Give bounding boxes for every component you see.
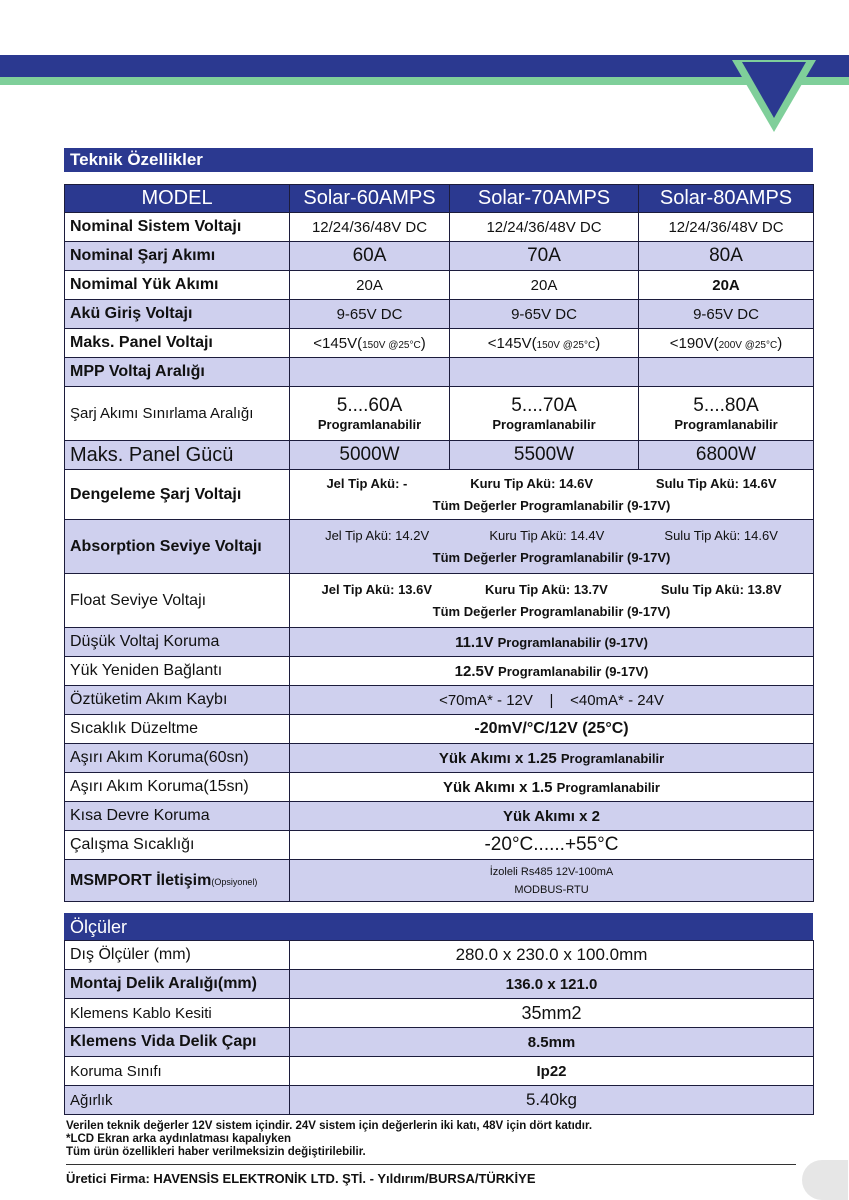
cell-value: 20A — [290, 271, 450, 300]
footnote-line: *LCD Ekran arka aydınlatması kapalıyken — [66, 1133, 291, 1145]
row-label: Montaj Delik Aralığı(mm) — [65, 970, 290, 999]
table-row — [65, 970, 814, 999]
cell-value: 35mm2 — [290, 999, 814, 1028]
table-row — [65, 271, 814, 300]
cell-value: Yük Akımı x 1.5 Programlanabilir — [290, 773, 814, 802]
cell-value: 6800W — [639, 441, 814, 470]
table-row — [65, 999, 814, 1028]
model-header: MODEL — [65, 185, 290, 213]
cell-value: 9-65V DC — [450, 300, 639, 329]
row-label: Dış Ölçüler (mm) — [65, 941, 290, 970]
row-label: Sıcaklık Düzeltme — [65, 715, 290, 744]
row-label: Öztüketim Akım Kaybı — [65, 686, 290, 715]
cell-value: -20°C......+55°C — [290, 831, 814, 860]
chevron-inner-decoration — [742, 62, 806, 118]
specs-table — [64, 184, 814, 902]
row-label: Nominal Sistem Voltajı — [65, 213, 290, 242]
table-row — [65, 773, 814, 802]
row-label: Nomimal Yük Akımı — [65, 271, 290, 300]
cell-value: 136.0 x 121.0 — [290, 970, 814, 999]
cell-empty — [290, 358, 450, 387]
cell-value: 9-65V DC — [290, 300, 450, 329]
cell-value: 9-65V DC — [639, 300, 814, 329]
footnote-line: Verilen teknik değerler 12V sistem içindir. 24V sistem için değerlerin iki katı, 48V için dört katıdır. — [66, 1120, 593, 1132]
cell-value: 5500W — [450, 441, 639, 470]
table-row — [65, 744, 814, 773]
row-label: Koruma Sınıfı — [65, 1057, 290, 1086]
cell-value: 80A — [639, 242, 814, 271]
table-row — [65, 441, 814, 470]
cell-value: İzoleli Rs485 12V-100mA MODBUS-RTU — [290, 860, 814, 902]
model-60-header: Solar-60AMPS — [290, 185, 450, 213]
row-label: Kısa Devre Koruma — [65, 802, 290, 831]
cell-value: 5....70A Programlanabilir — [450, 387, 639, 441]
table-row — [65, 1057, 814, 1086]
cell-value: 8.5mm — [290, 1028, 814, 1057]
cell-value: 12/24/36/48V DC — [290, 213, 450, 242]
cell-empty — [450, 358, 639, 387]
page-tab-decoration — [802, 1160, 848, 1200]
cell-value: 60A — [290, 242, 450, 271]
cell-value: 70A — [450, 242, 639, 271]
row-label: Düşük Voltaj Koruma — [65, 628, 290, 657]
cell-value: 12/24/36/48V DC — [450, 213, 639, 242]
cell-value: 12.5V Programlanabilir (9-17V) — [290, 657, 814, 686]
row-label: Absorption Seviye Voltajı — [65, 520, 290, 574]
cell-value: 5000W — [290, 441, 450, 470]
cell-value: <190V(200V @25°C) — [639, 329, 814, 358]
row-label: Nominal Şarj Akımı — [65, 242, 290, 271]
table-row — [65, 802, 814, 831]
row-label: Float Seviye Voltajı — [65, 574, 290, 628]
header-band — [0, 55, 849, 77]
row-label: Aşırı Akım Koruma(60sn) — [65, 744, 290, 773]
footer-divider — [66, 1164, 796, 1165]
cell-value: 280.0 x 230.0 x 100.0mm — [290, 941, 814, 970]
cell-value: 20A — [450, 271, 639, 300]
row-label: Klemens Vida Delik Çapı — [65, 1028, 290, 1057]
table-row — [65, 657, 814, 686]
table-row — [65, 860, 814, 902]
cell-value: -20mV/°C/12V (25°C) — [290, 715, 814, 744]
row-label: Maks. Panel Gücü — [65, 441, 290, 470]
row-label: MSMPORT İletişim(Opsiyonel) — [65, 860, 290, 902]
table-row — [65, 387, 814, 441]
cell-value: 20A — [639, 271, 814, 300]
cell-value: 5....60A Programlanabilir — [290, 387, 450, 441]
cell-value: Jel Tip Akü: - Kuru Tip Akü: 14.6V Sulu Tip Akü: 14.6V Tüm Değerler Programlanabilir (9-17V) — [290, 470, 814, 520]
row-label: Çalışma Sıcaklığı — [65, 831, 290, 860]
manufacturer-footer: Üretici Firma: HAVENSİS ELEKTRONİK LTD. ŞTİ. - Yıldırım/BURSA/TÜRKİYE — [66, 1171, 536, 1186]
model-80-header: Solar-80AMPS — [639, 185, 814, 213]
cell-value: <145V(150V @25°C) — [450, 329, 639, 358]
table-row — [65, 300, 814, 329]
table-row — [65, 470, 814, 520]
row-label: Maks. Panel Voltajı — [65, 329, 290, 358]
footnote-line: Tüm ürün özellikleri haber verilmeksizin değiştirilebilir. — [66, 1146, 366, 1158]
cell-value: Ip22 — [290, 1057, 814, 1086]
table-row — [65, 831, 814, 860]
row-label: Yük Yeniden Bağlantı — [65, 657, 290, 686]
cell-value: 11.1V Programlanabilir (9-17V) — [290, 628, 814, 657]
table-row — [65, 242, 814, 271]
cell-value: Jel Tip Akü: 13.6V Kuru Tip Akü: 13.7V Sulu Tip Akü: 13.8V Tüm Değerler Programlanabilir (9-17V) — [290, 574, 814, 628]
cell-value: Jel Tip Akü: 14.2V Kuru Tip Akü: 14.4V Sulu Tip Akü: 14.6V Tüm Değerler Programlanabilir (9-17V) — [290, 520, 814, 574]
footnotes — [66, 1120, 592, 1159]
row-label: Akü Giriş Voltajı — [65, 300, 290, 329]
table-row — [65, 686, 814, 715]
table-row — [65, 358, 814, 387]
cell-value: 12/24/36/48V DC — [639, 213, 814, 242]
model-70-header: Solar-70AMPS — [450, 185, 639, 213]
specs-section-title: Teknik Özellikler — [64, 148, 813, 172]
row-label: Dengeleme Şarj Voltajı — [65, 470, 290, 520]
table-row — [65, 1028, 814, 1057]
cell-value: Yük Akımı x 2 — [290, 802, 814, 831]
cell-value: 5....80A Programlanabilir — [639, 387, 814, 441]
cell-value: <70mA* - 12V | <40mA* - 24V — [290, 686, 814, 715]
cell-value: 5.40kg — [290, 1086, 814, 1115]
table-row — [65, 715, 814, 744]
table-row — [65, 520, 814, 574]
header-stripe — [0, 77, 849, 85]
table-row — [65, 213, 814, 242]
table-row — [65, 1086, 814, 1115]
row-label: Klemens Kablo Kesiti — [65, 999, 290, 1028]
dims-section-title: Ölçüler — [64, 913, 813, 940]
dimensions-table — [64, 940, 814, 1115]
row-label: Ağırlık — [65, 1086, 290, 1115]
row-label: MPP Voltaj Aralığı — [65, 358, 290, 387]
row-label: Aşırı Akım Koruma(15sn) — [65, 773, 290, 802]
table-row — [65, 574, 814, 628]
cell-value: <145V(150V @25°C) — [290, 329, 450, 358]
table-row — [65, 941, 814, 970]
table-row — [65, 329, 814, 358]
cell-empty — [639, 358, 814, 387]
table-row — [65, 628, 814, 657]
row-label: Şarj Akımı Sınırlama Aralığı — [65, 387, 290, 441]
cell-value: Yük Akımı x 1.25 Programlanabilir — [290, 744, 814, 773]
table-header-row — [65, 185, 814, 213]
